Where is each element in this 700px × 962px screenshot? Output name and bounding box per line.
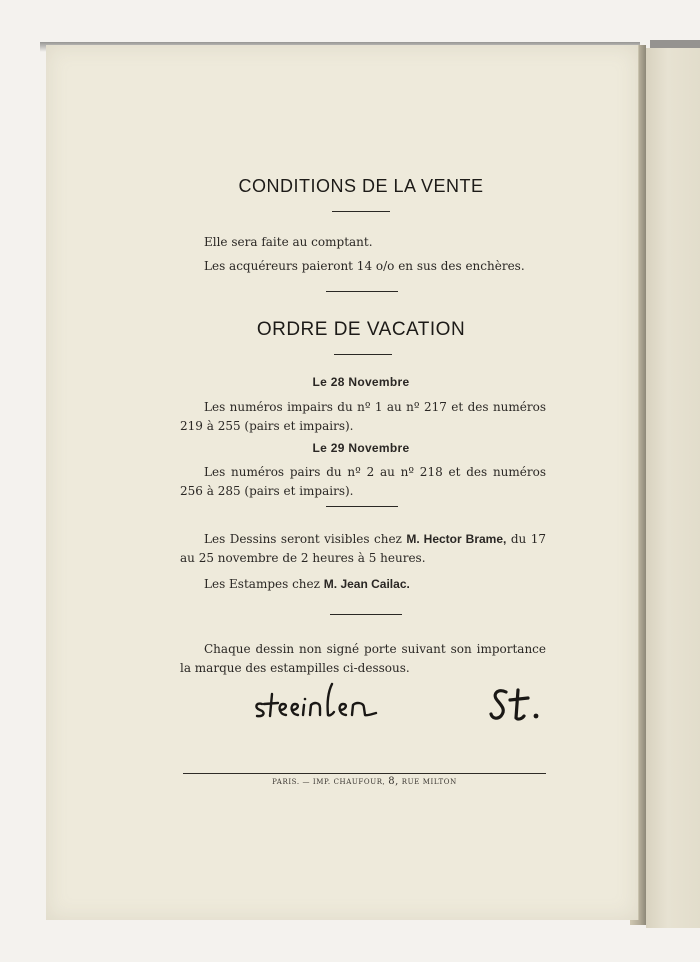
printer-imprint: [183, 776, 546, 787]
day-1-text: Les numéros impairs du nº 1 au nº 217 et des numéros 219 à 255 (pairs et impairs).: [180, 400, 546, 433]
initials-icon: [486, 684, 544, 724]
conditions-title-rule: [332, 211, 390, 212]
steinlen-signature-stamp: [248, 680, 398, 725]
st-initials-stamp: [486, 684, 544, 724]
ordre-title-rule: [334, 354, 392, 355]
day-1-date: Le 28 Novembre: [312, 375, 410, 389]
imprint-number: 8,: [388, 776, 399, 787]
section-divider-3: [330, 614, 402, 615]
estampes-visit-before: Les Estampes chez: [204, 577, 320, 591]
conditions-title: CONDITIONS DE LA VENTE: [238, 176, 484, 196]
section-divider-2: [326, 506, 398, 507]
ordre-title: ORDRE DE VACATION: [256, 319, 466, 340]
section-divider-1: [326, 291, 398, 292]
day-2-text: Les numéros pairs du nº 2 au nº 218 et des numéros 256 à 285 (pairs et impairs).: [180, 465, 546, 498]
conditions-line-2: Les acquéreurs paieront 14 o/o en sus des enchères.: [204, 259, 525, 273]
dessins-visit-name: M. Hector Brame,: [406, 532, 507, 546]
imprint-rule: [183, 773, 546, 774]
estampes-visit-name: M. Jean Cailac.: [323, 577, 410, 591]
estampes-visit-text: [204, 575, 544, 594]
imprint-part-1: PARIS. — IMP. CHAUFOUR,: [272, 778, 386, 786]
dessins-visit-before: Les Dessins seront visibles chez: [204, 532, 402, 546]
stamp-note: Chaque dessin non signé porte suivant son importance la marque des estampilles ci-dessous.: [180, 642, 546, 675]
signature-icon: [248, 680, 398, 725]
dessins-visit-text: [180, 530, 546, 568]
imprint-part-2: RUE MILTON: [401, 778, 457, 786]
conditions-line-1: Elle sera faite au comptant.: [204, 235, 373, 249]
dessins-visit-after: du 17 au 25 novembre de 2 heures à 5 heures.: [180, 532, 546, 565]
day-2-date: Le 29 Novembre: [312, 441, 410, 455]
